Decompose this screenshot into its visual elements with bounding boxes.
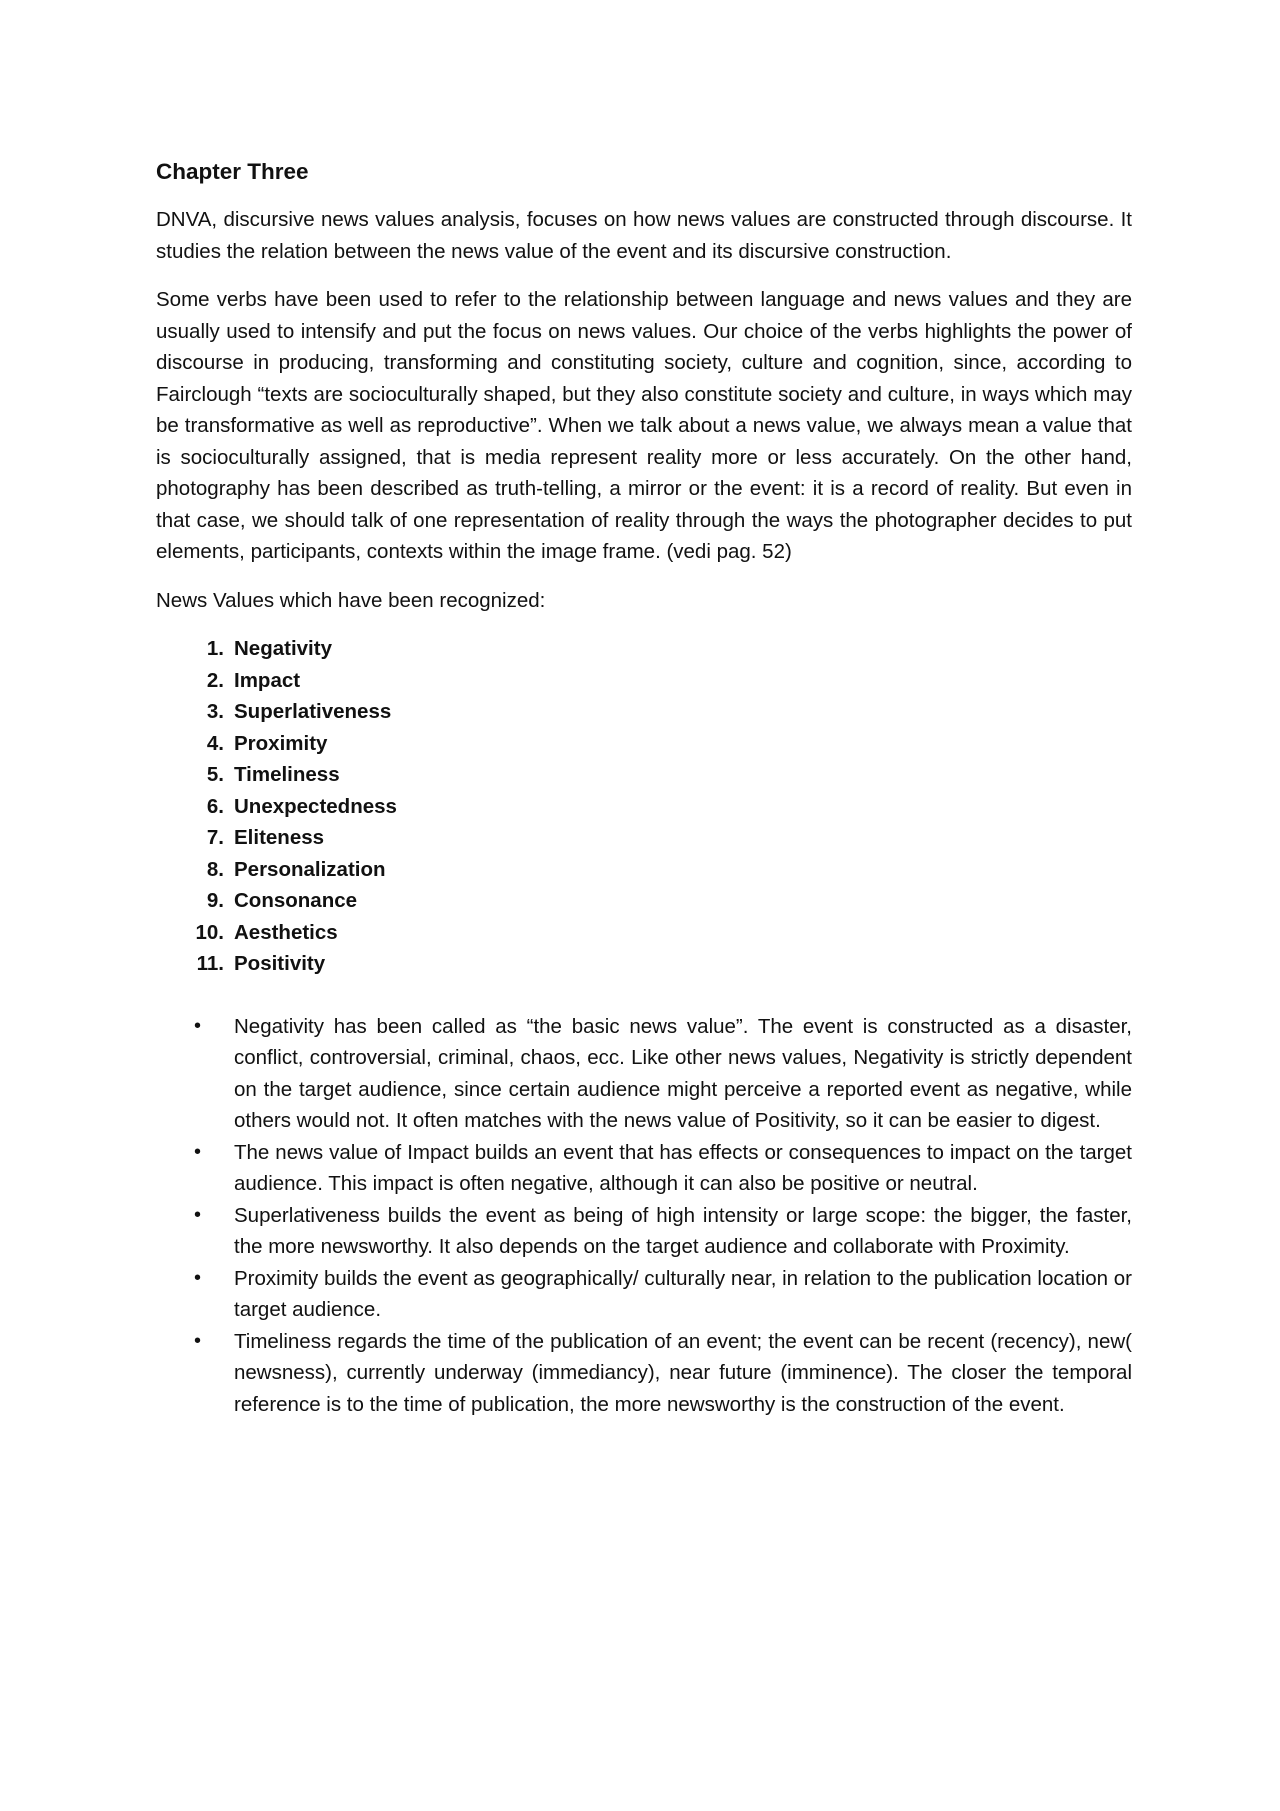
bullet-icon: • bbox=[194, 1266, 202, 1289]
paragraph-verbs: Some verbs have been used to refer to the relationship between language and news values and they are usually used to intensify and put the focus on news values. Our choice of the verbs highlights the power of discourse in producing, transforming and constituting society, culture and cognition, since, according to Fairclough “texts are socioculturally shaped, but they also constitute society and culture, in ways which may be transformative as well as reproductive”. When we talk about a news value, we always mean a value that is socioculturally assigned, that is media represent reality more or less accurately. On the other hand, photography has been described as truth-telling, a mirror or the event: it is a record of reality. But even in that case, we should talk of one representation of reality through the ways the photographer decides to put elements, participants, contexts within the image frame. (vedi pag. 52) bbox=[156, 288, 1132, 563]
bullet-text: Proximity builds the event as geographically/ culturally near, in relation to the publication location or target audience. bbox=[234, 1266, 1132, 1321]
bullet-item bbox=[194, 1011, 1132, 1137]
list-item: Positivity bbox=[234, 952, 326, 975]
list-item: Unexpectedness bbox=[234, 794, 397, 818]
list-item: Personalization bbox=[234, 857, 386, 881]
list-item: Eliteness bbox=[234, 826, 325, 849]
list-item: Impact bbox=[234, 668, 301, 692]
bullet-icon: • bbox=[194, 1203, 202, 1226]
news-values-list bbox=[156, 633, 1132, 980]
news-values-descriptions bbox=[156, 1011, 1132, 1421]
bullet-item bbox=[194, 1263, 1132, 1326]
document-page bbox=[156, 156, 1132, 1420]
bullet-text: Negativity has been called as “the basic news value”. The event is constructed as a disaster, conflict, controversial, criminal, chaos, ecc. Like other news values, Negativity is strictly dependent on the target audience, since certain audience might perceive a reported event as negative, while others would not. It often matches with the news value of Positivity, so it can be easier to digest. bbox=[234, 1014, 1132, 1132]
list-item: Timeliness bbox=[234, 763, 340, 786]
bullet-item bbox=[194, 1137, 1132, 1200]
bullet-item bbox=[194, 1200, 1132, 1263]
chapter-heading: Chapter Three bbox=[156, 159, 309, 184]
paragraph-list-intro: News Values which have been recognized: bbox=[156, 588, 546, 612]
list-item: Proximity bbox=[234, 731, 328, 755]
list-item: Aesthetics bbox=[234, 920, 338, 944]
list-item: Consonance bbox=[234, 889, 358, 912]
paragraph-dnva: DNVA, discursive news values analysis, focuses on how news values are constructed through discourse. It studies the relation between the news value of the event and its discursive construction. bbox=[156, 208, 1132, 263]
bullet-icon: • bbox=[194, 1014, 202, 1037]
list-item: Negativity bbox=[234, 637, 332, 660]
bullet-text: Superlativeness builds the event as being of high intensity or large scope: the bigger, the faster, the more newsworthy. It also depends on the target audience and collaborate with Proximity. bbox=[234, 1203, 1132, 1258]
bullet-icon: • bbox=[194, 1140, 202, 1163]
bullet-text: The news value of Impact builds an event that has effects or consequences to impact on the target audience. This impact is often negative, although it can also be positive or neutral. bbox=[234, 1140, 1132, 1195]
bullet-item bbox=[194, 1326, 1132, 1421]
list-item: Superlativeness bbox=[234, 700, 392, 723]
bullet-text: Timeliness regards the time of the publication of an event; the event can be recent (recency), new( newsness), currently underway (immediancy), near future (imminence). The closer the temporal reference is to the time of publication, the more newsworthy is the construction of the event. bbox=[234, 1329, 1132, 1416]
bullet-icon: • bbox=[194, 1329, 202, 1352]
